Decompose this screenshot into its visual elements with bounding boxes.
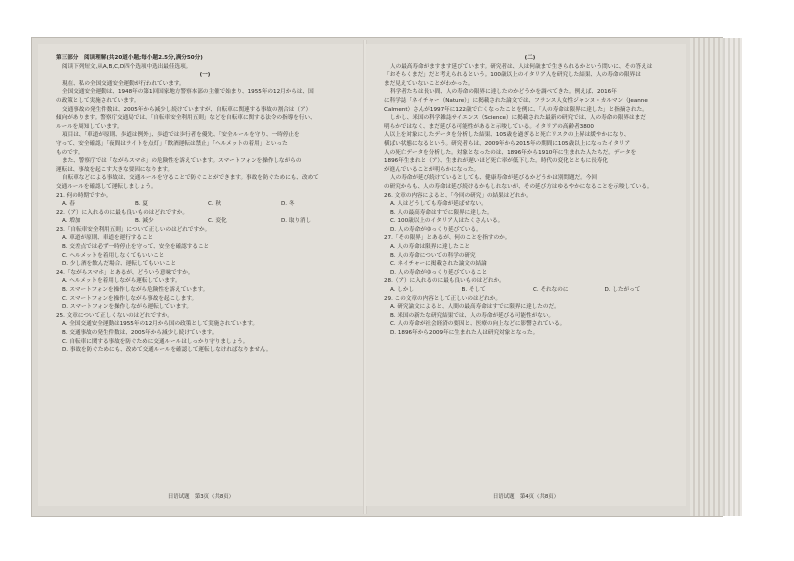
option: D. 取り消し [281,218,312,225]
option: A. 研究論文によると、人間の最高寿命はすでに限界に達したのだ。 [390,304,560,311]
passage-line: 「おそらくまだ」だと考えられるという。100歳以上のイタリア人を研究した結果、人の寿命の限界は [384,72,641,79]
option: D. 冬 [281,201,295,208]
option: C. 自転車に関する事故を防ぐために交通ルールはしっかり守りましょう。 [62,338,249,345]
question-21: 21. 何の時期ですか。 [56,192,112,199]
question-25: 25. 文章について正しくないのはどれですか。 [56,312,173,319]
passage-line: また、警察庁では「ながらスマホ」の危険性を訴えています。スマートフォンを操作しながらの [62,158,302,165]
left-column [56,54,354,355]
passage-line: 運転は、事故を起こす大きな要因になります。 [56,166,174,173]
passage-line: 横ばい状態になるという。研究者らは、2009年から2015年の期間に105歳以上になったイタリア [384,140,631,147]
passage-number: (二) [524,55,536,61]
options-22 [56,217,354,226]
option: C. ヘルメットを着用しなくてもいいこと [62,252,165,259]
option: D. 少し酒を飲んだ場合、運転してもいいこと [62,261,177,268]
passage-text [384,63,676,192]
passage-line: 人以上を対象にしたデータを分析した結果、105歳を過ぎると死亡リスクの上昇は緩やかになり、 [384,132,630,139]
option: C. スマートフォンを操作しながら事故を起こします。 [62,295,198,302]
option: B. 人の最高寿命はすでに限界に達した。 [390,209,493,216]
option: D. 1896年から2009年に生まれた人は研究対象となった。 [390,330,539,336]
question-27: 27.「その限界」とあるが、何のことを指すのか。 [384,235,511,242]
question-28: 28.（ア）に入れるのに最も良いものはどれか。 [384,278,505,285]
options-28 [384,286,676,295]
option: B. 交差点では必ず一時停止を守って、安全を確認すること [62,244,210,251]
option: D. 人の寿命がゆっくり延びていること [390,269,488,276]
question-24: 24.「ながらスマホ」とあるが、どういう意味ですか。 [56,269,194,276]
page-footer: 日语试题 第3页（共8页） [167,494,235,500]
passage-line: ものです。 [56,149,84,156]
option: A. 増加 [62,218,81,225]
question-26: 26. 文章の内容によると、「今回の研究」の結果はどれか。 [384,192,532,199]
passage-line: しかし、米国の科学雑誌サイエンス（Science）に掲載された最新の研究では、人の寿命の限界はまだ [390,115,646,122]
passage-line: Calment）さんが1997年に122歳で亡くなったことを例に、「人の寿命は限界に達した」と指摘された。 [384,106,648,113]
option: A. 人はどうしても寿命が延ばせない。 [390,201,487,208]
passage-line: まだ見えていないことがわかった。 [384,80,474,87]
option: A. 人の寿命は限界に達したこと [390,244,471,251]
option: B. 減少 [135,218,154,225]
option: C. 変化 [208,218,227,225]
options-21 [56,200,354,209]
option: B. 人の寿命についての科学の研究 [390,252,476,259]
passage-line: 科学者たちは長い間、人の寿命の限界に達したのかどうかを調べてきた。例えば、2016年 [390,89,617,96]
passage-line: 全国交通安全運動は、1948年の第1回国家地方警察本部の主催で始まり、1955年の12月からは、国 [62,89,314,96]
passage-line: 人の寿命が延び続けているとしても、健康寿命が延びるかどうかは別問題だ。今回 [390,175,597,182]
section-heading: 第三部分 阅读理解(共20道小题;每小题2.5分,满分50分) [56,55,203,61]
passage-line: 項目は、「車道が原則、歩道は例外」、歩道では歩行者を優先、「安全ルールを守り、一時停止を [62,132,300,139]
option: C. 秋 [208,201,222,208]
passage-line: の政策として実施されています。 [56,97,140,104]
option: D. スマートフォンを操作しながら運転しています。 [62,304,192,311]
exam-page-right [366,44,686,506]
question-29: 29. この文章の内容として正しいのはどれか。 [384,295,501,302]
option: C. それなのに [533,287,569,294]
option: B. そして [461,287,486,294]
page-footer: 日语试题 第4页（共8页） [492,494,560,500]
passage-line: 交通事故の発生件数は、2005年から減少し続けていますが、自転車に関連する事故の割合は（ア） [62,106,312,113]
passage-line: 人の最高寿命がますます延びています。研究者は、人は何歳まで生きられるかという問いに、その答えは [390,63,653,70]
option: D. 人の寿命がゆっくり延びている。 [390,226,482,233]
option: C. 100歳以上のイタリア人はたくさんいる。 [390,218,504,225]
passage-line: に科学誌「ネイチャー（Nature）」に掲載された論文では、フランス人女性ジャンヌ・カルマン（Jeanne [384,97,648,104]
option: B. 交通事故の発生件数は、2005年から減少し続けています。 [62,330,218,336]
option: A. 春 [62,201,75,208]
option: D. 事故を防ぐためにも、改めて交通ルールを確認して運転しなければなりません。 [62,347,272,354]
passage-line: が進んでいることが明らかになった。 [384,166,480,173]
passage-line: 1896年生まれと（ア）、生まれが遅いほど死亡率が低下した。時代の変化とともに長寿化 [384,158,608,165]
exam-page-left [38,44,364,506]
passage-number: (一) [199,72,211,79]
option: A. しかし [390,287,415,294]
passage-line: の研究からも、人の寿命は延び続けるかもしれないが、その延び方はゆるやかになることを示唆している。 [384,183,653,190]
option: B. スマートフォンを操作しながら危険性を訴えています。 [62,287,209,294]
question-22: 22.（ア）に入れるのに最も良いものはどれですか。 [56,209,188,216]
right-column [384,54,676,338]
passage-line: 交通ルールを確認して運転しましょう。 [56,183,157,190]
option: C. ネイチャーに掲載された論文の結論 [390,261,487,268]
option: D. したがって [604,287,641,294]
option: A. 車道が原則、車道を運行すること [62,235,154,242]
passage-line: 明らかではなく、まだ延びる可能性があると示唆している。イタリアの高齢者3800 [384,123,594,130]
passage-line: 自転車などによる事故は、交通ルールを守ることで防ぐことができます。事故を防ぐためにも、改めて [62,175,319,182]
passage-text [56,80,354,192]
passage-line: 人の死亡データを分析した。対象となったのは、1896年から1910年に生まれた人たちだ。データを [384,149,637,156]
option: A. ヘルメットを着用しながら運転しています。 [62,278,181,285]
passage-line: 傾向があります。警察庁交通局では、「自転車安全利用五則」などを自転車に関する法令の指導を行い、 [56,115,316,122]
option: A. 全国交通安全運動は1955年の12月から国の政策として実施されています。 [62,321,259,328]
passage-line: 現在、私の全国交通安全運動が行われています。 [62,80,185,87]
option: B. 夏 [135,201,148,208]
passage-line: 守って、安全確認」「夜間はライトを点灯」「飲酒運転は禁止」「ヘルメットの着用」といった [56,140,288,147]
instruction-text: 阅读下列短文,从A,B,C,D四个选项中选出最佳选项。 [62,63,192,70]
option: C. 人の寿命が社会経済の要因と、医療の向上などに影響されている。 [390,321,566,328]
passage-line: ルールを周知しています。 [56,123,123,130]
paper-edge-strip [690,38,742,516]
question-23: 23.「自転車安全利用五則」について正しいのはどれですか。 [56,226,211,233]
option: B. 米国の新たな研究結果では、人の寿命が延びる可能性がない。 [390,312,555,319]
